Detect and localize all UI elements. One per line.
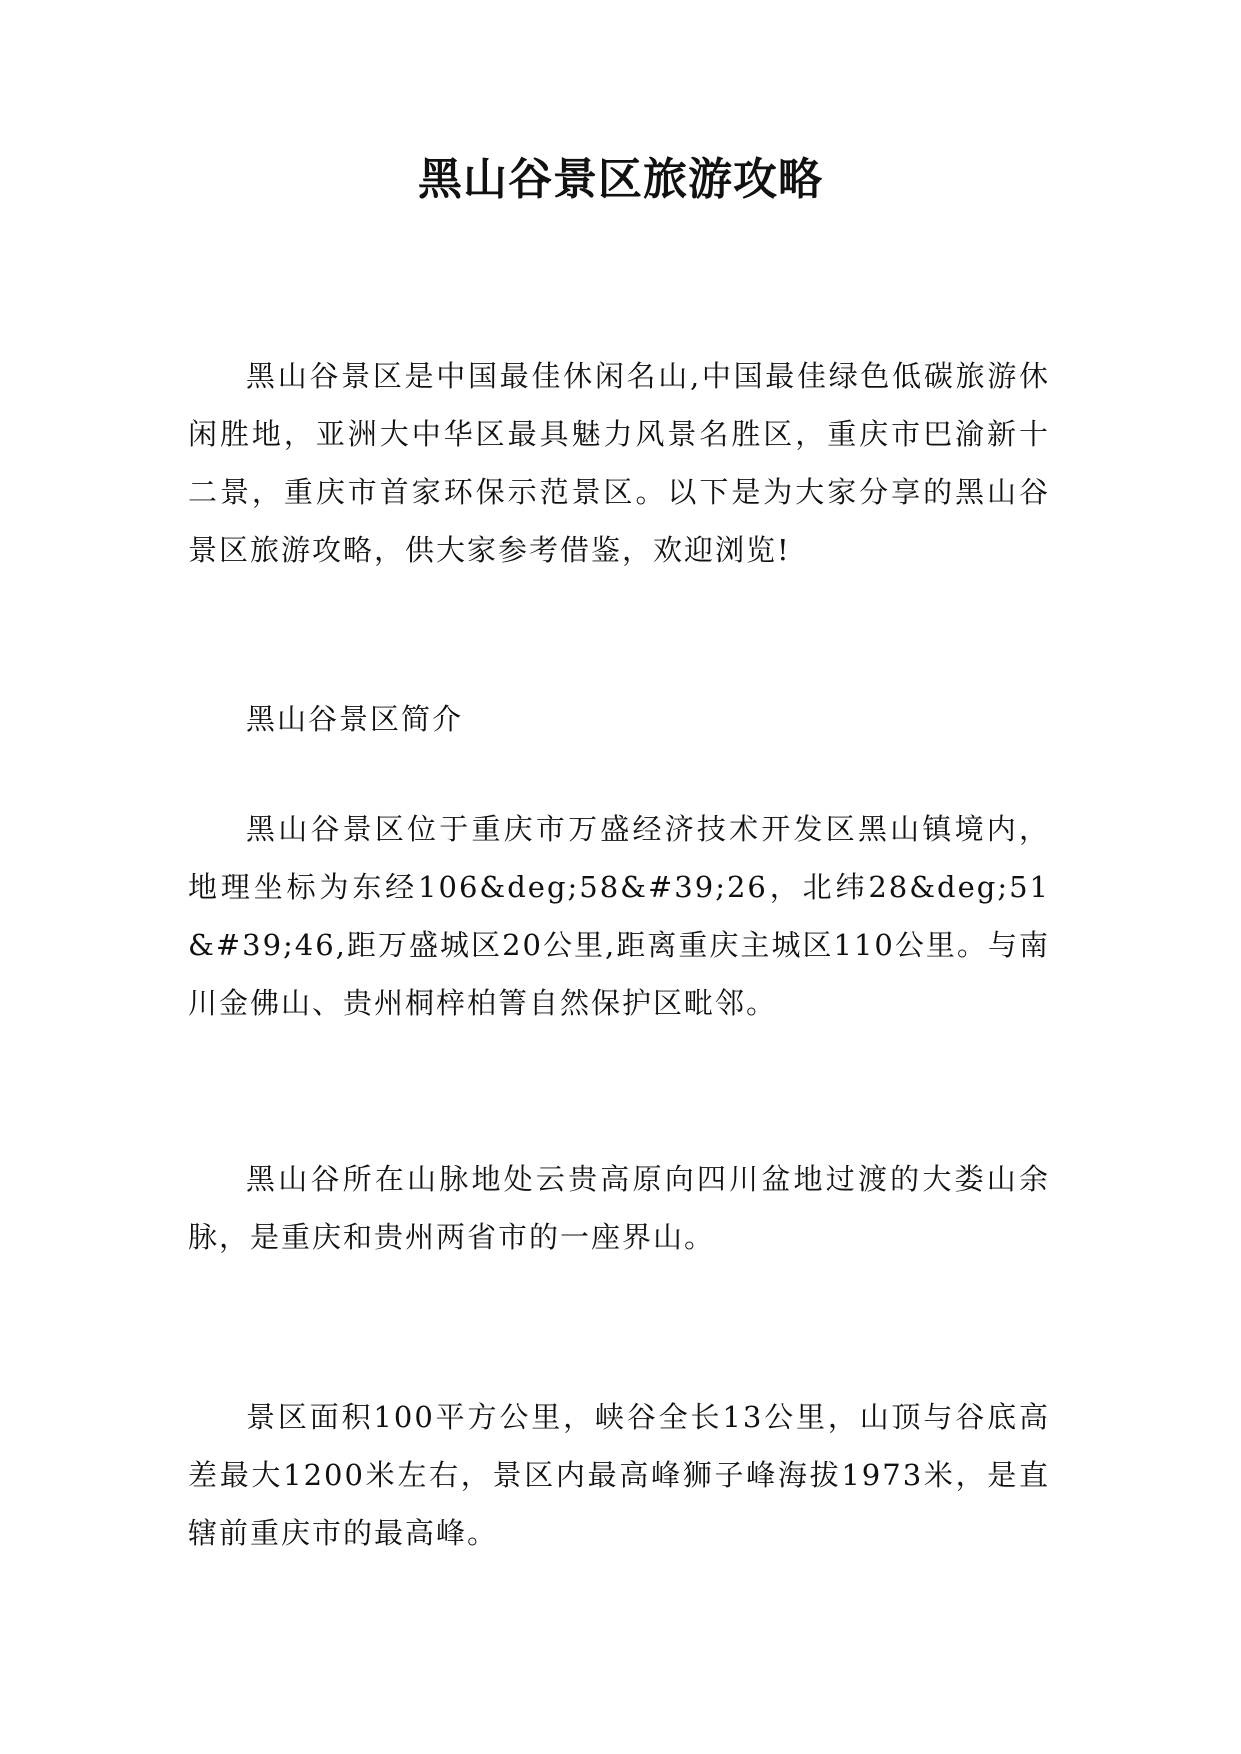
mountain-paragraph: 黑山谷所在山脉地处云贵高原向四川盆地过渡的大娄山余脉，是重庆和贵州两省市的一座界山。 [188,1162,1050,1254]
page-title: 黑山谷景区旅游攻略 [418,154,823,205]
section-heading: 黑山谷景区简介 [246,702,464,736]
location-paragraph: 黑山谷景区位于重庆市万盛经济技术开发区黑山镇境内，地理坐标为东经106&deg;58&#39;26，北纬28&deg;51&#39;46,距万盛城区20公里,距离重庆主城区110公里。与南川金佛山、贵州桐梓柏箐自然保护区毗邻。 [188,812,1050,1020]
area-paragraph: 景区面积100平方公里，峡谷全长13公里，山顶与谷底高差最大1200米左右，景区内最高峰狮子峰海拔1973米，是直辖前重庆市的最高峰。 [188,1400,1050,1550]
intro-paragraph: 黑山谷景区是中国最佳休闲名山,中国最佳绿色低碳旅游休闲胜地，亚洲大中华区最具魅力风景名胜区，重庆市巴渝新十二景，重庆市首家环保示范景区。以下是为大家分享的黑山谷景区旅游攻略，供大家参考借鉴，欢迎浏览! [188,359,1050,567]
